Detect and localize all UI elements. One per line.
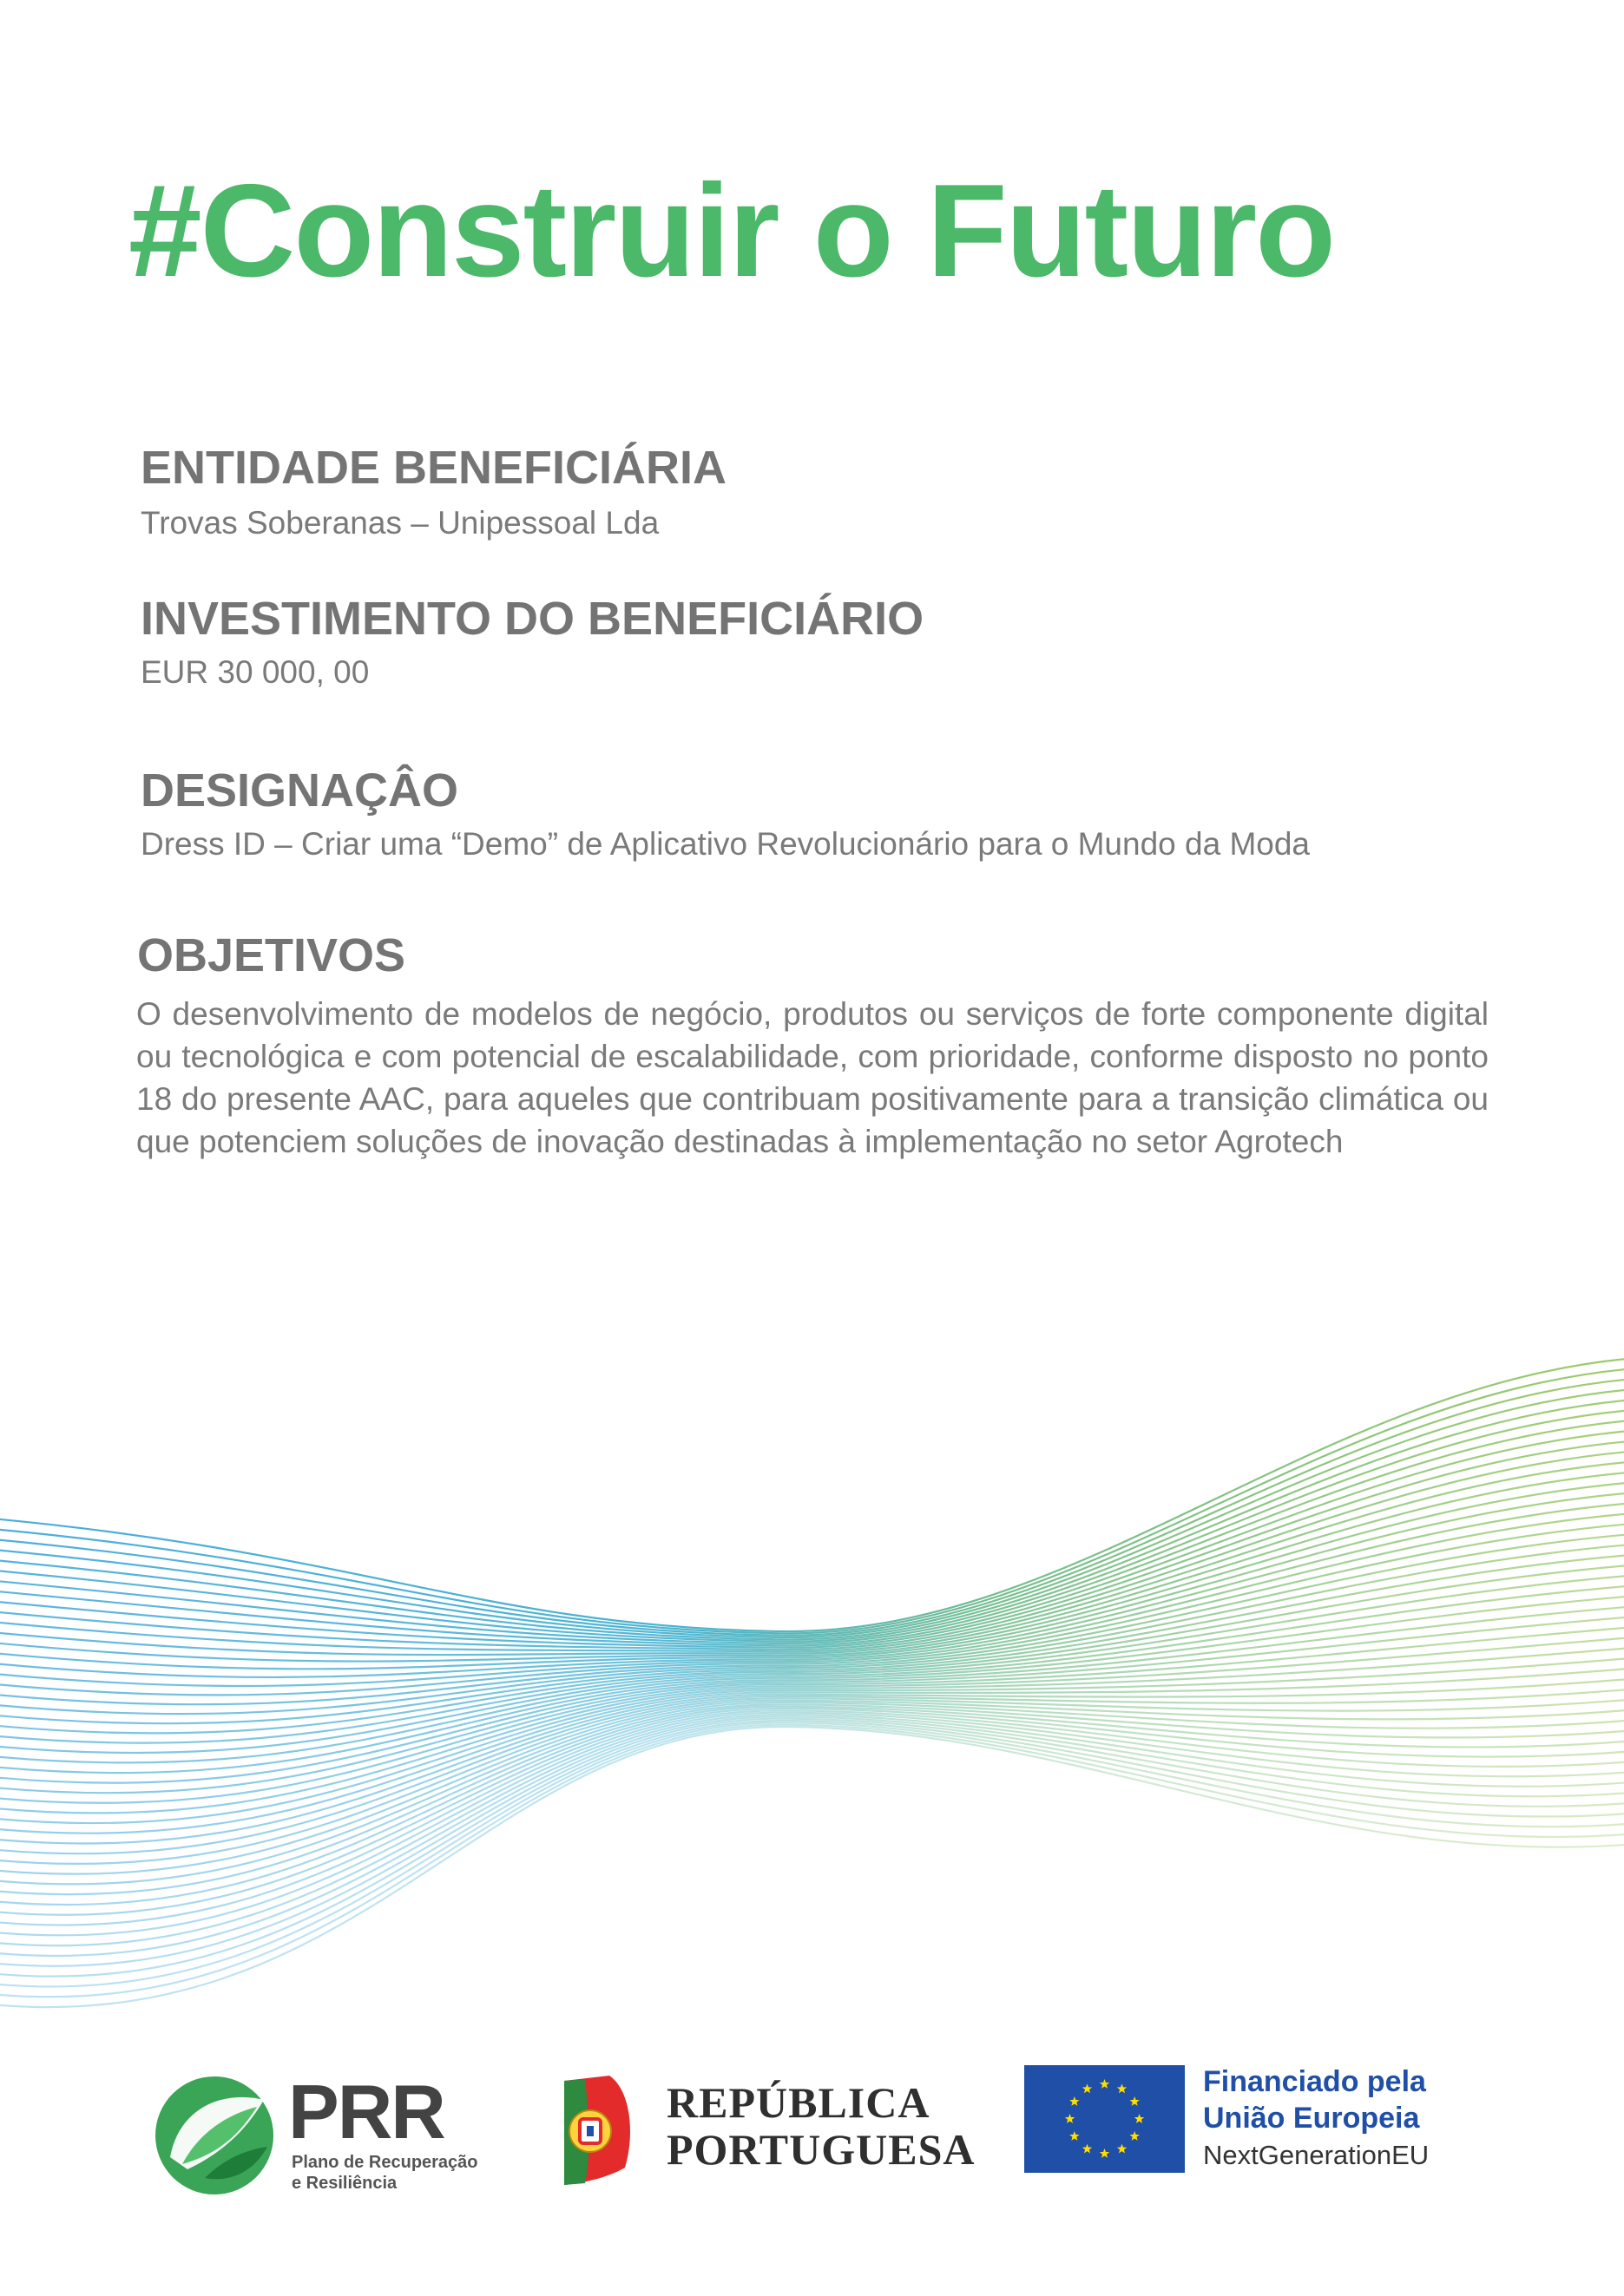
decorative-wave-lines	[0, 1319, 1624, 2083]
wave-line	[0, 1440, 1624, 1647]
prr-logo-subtitle	[292, 2152, 478, 2194]
wave-line	[0, 1389, 1624, 1637]
wave-line	[0, 1710, 1624, 1925]
investimento-title: INVESTIMENTO DO BENEFICIÁRIO	[141, 593, 924, 645]
wave-line	[0, 1368, 1624, 1633]
eu-funding-line2: União Europeia	[1203, 2102, 1420, 2135]
wave-line	[0, 1716, 1624, 1956]
objetivos-value: O desenvolvimento de modelos de negócio, produtos ou serviços de forte componente digital ou tecnológica e com potencial de escalabilidade, com prioridade, conforme disposto no ponto 18 do presente AAC, para aqueles que contribuam positivamente para a transição climática ou que potenciem soluções de inovação destinadas à implementação no setor Agrotech	[136, 996, 1489, 1159]
wave-line	[0, 1727, 1624, 2007]
wave-line	[0, 1715, 1624, 1945]
wave-line	[0, 1704, 1624, 1894]
page-title: #Construir o Futuro	[128, 157, 1335, 305]
entidade-title: ENTIDADE BENEFICIÁRIA	[141, 442, 727, 494]
republica-line1: REPÚBLICA	[667, 2078, 930, 2127]
objetivos-title: OBJETIVOS	[137, 929, 406, 981]
designacao-title: DESIGNAÇÂO	[141, 764, 459, 817]
wave-line	[0, 1358, 1624, 1631]
republica-line2: PORTUGUESA	[667, 2125, 976, 2174]
wave-line	[0, 1451, 1624, 1650]
designacao-value: Dress ID – Criar uma “Demo” de Aplicativo Revolucionário para o Mundo da Moda	[141, 826, 1310, 862]
investimento-value: EUR 30 000, 00	[141, 654, 370, 690]
prr-leaf-icon	[153, 2074, 276, 2197]
wave-line	[0, 1420, 1624, 1644]
prr-subtitle-line2: e Resiliência	[292, 2174, 398, 2193]
prr-subtitle-line1: Plano de Recuperação	[292, 2153, 478, 2172]
prr-logo-text: PRR	[288, 2069, 444, 2155]
wave-line	[0, 1721, 1624, 1977]
eu-funding-line1: Financiado pela	[1203, 2065, 1426, 2098]
eu-funding-line3: NextGenerationEU	[1203, 2140, 1430, 2170]
republica-portuguesa-text	[667, 2079, 976, 2173]
funding-logos	[0, 2048, 1624, 2221]
portugal-emblem-icon	[556, 2072, 639, 2188]
entidade-value: Trovas Soberanas – Unipessoal Lda	[141, 505, 660, 541]
eu-flag-icon	[1024, 2065, 1185, 2173]
wave-line	[0, 1719, 1624, 1966]
